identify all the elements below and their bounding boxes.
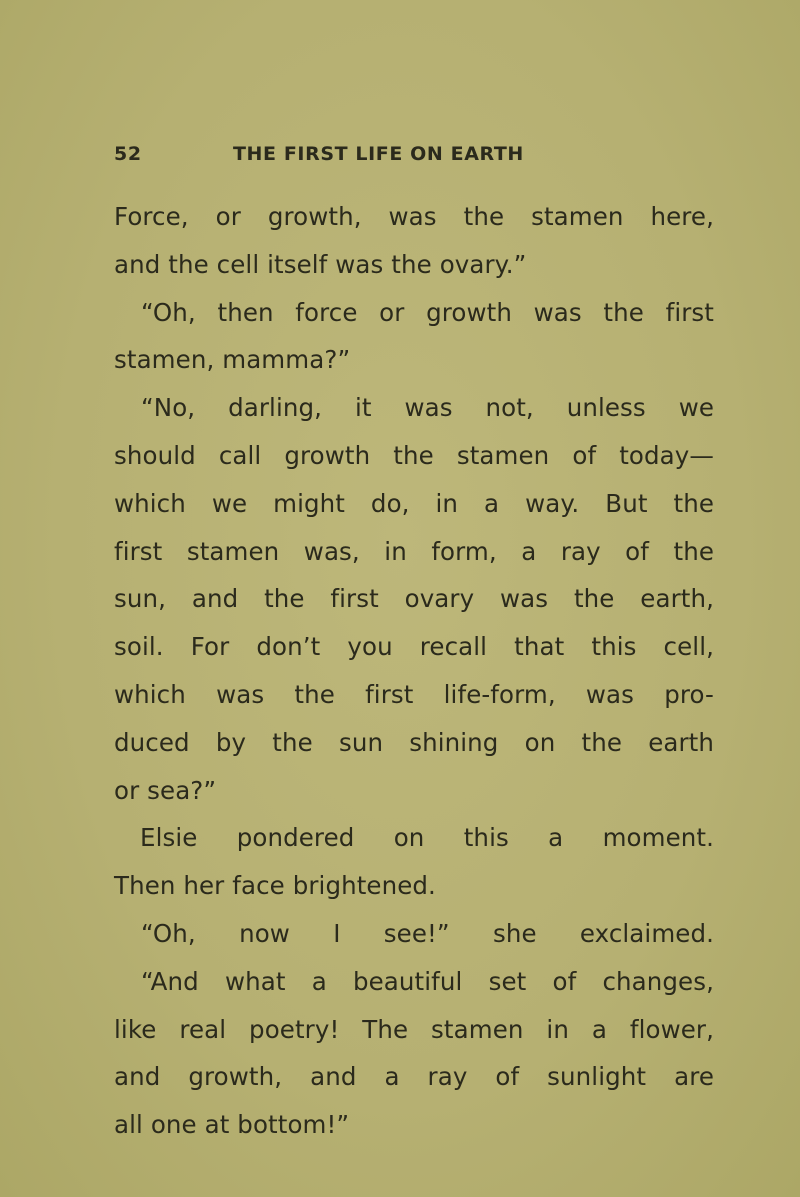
text-line: Then her face brightened. [114,871,436,901]
text-line: soil. For don’t you recall that this cell, [114,632,714,662]
text-line: and the cell itself was the ovary.” [114,249,527,279]
body-text [114,193,714,1149]
running-head [114,143,714,173]
text-line: “Oh, now I see!” she exclaimed. [141,918,714,948]
text-line: which was the first life-form, was pro- [114,679,714,709]
text-line: all one at bottom!” [114,1110,350,1140]
text-line: “And what a beautiful set of changes, [141,966,714,996]
running-title: THE FIRST LIFE ON EARTH [233,143,524,165]
text-line: stamen, mamma?” [114,345,351,375]
text-line: Elsie pondered on this a moment. [140,823,714,853]
page-number: 52 [114,143,142,165]
text-line: “Oh, then force or growth was the first [141,297,714,327]
text-line: which we might do, in a way. But the [114,488,714,518]
text-line: duced by the sun shining on the earth [114,727,714,757]
text-line: or sea?” [114,775,217,805]
text-line: Force, or growth, was the stamen here, [114,202,714,231]
text-line: sun, and the first ovary was the earth, [114,584,714,614]
text-line: should call growth the stamen of today— [114,440,714,470]
text-line: like real poetry! The stamen in a flower, [114,1014,714,1044]
text-line: “No, darling, it was not, unless we [141,393,714,423]
text-line: and growth, and a ray of sunlight are [114,1062,714,1092]
text-line: first stamen was, in form, a ray of the [114,536,714,566]
